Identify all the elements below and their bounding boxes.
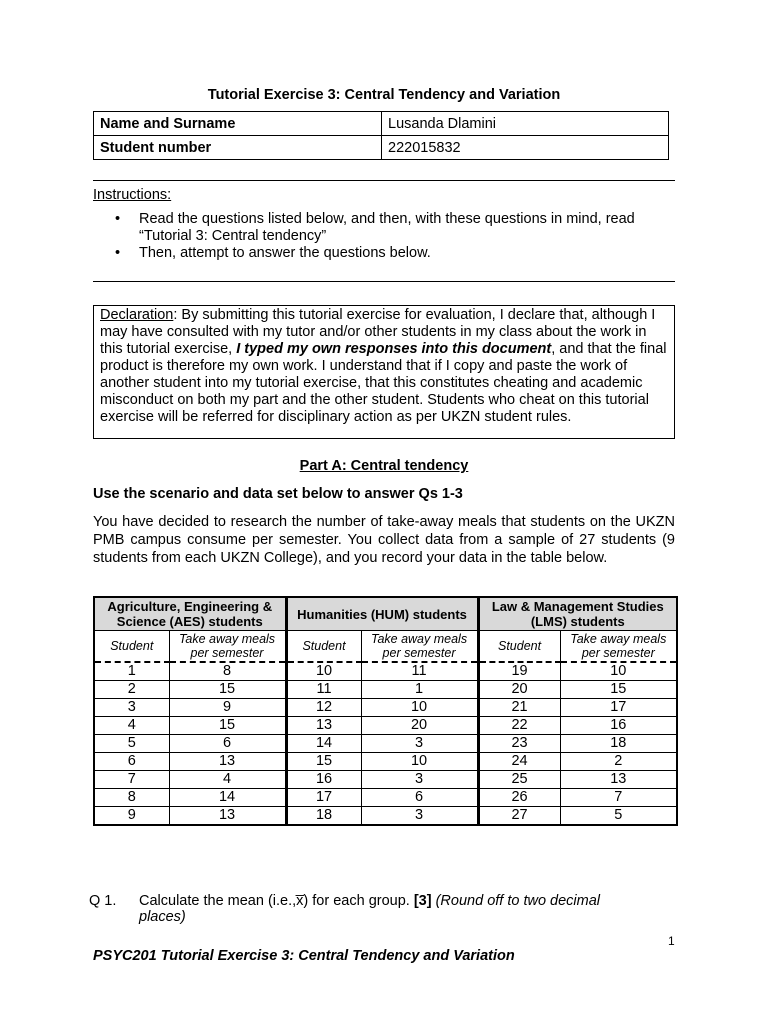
student-cell: 22: [478, 717, 560, 735]
student-cell: 9: [94, 807, 169, 826]
meals-cell: 13: [169, 807, 286, 826]
bullet-icon: •: [115, 245, 121, 261]
name-label: Name and Surname: [94, 112, 382, 136]
meals-cell: 17: [560, 699, 677, 717]
declaration-label: Declaration: [100, 307, 174, 323]
question-marks: [3]: [413, 893, 432, 909]
meals-cell: 9: [169, 699, 286, 717]
group-header-lms: Law & Management Studies (LMS) students: [478, 597, 677, 631]
instruction-text: Read the questions listed below, and then, with these questions in mind, read “Tutorial 3: Central tendency”: [139, 211, 635, 244]
meals-cell: 7: [560, 789, 677, 807]
student-cell: 21: [478, 699, 560, 717]
student-cell: 18: [286, 807, 361, 826]
question-number: Q 1.: [89, 893, 117, 909]
meals-cell: 15: [560, 681, 677, 699]
part-a-heading: Part A: Central tendency: [299, 458, 469, 474]
meals-cell: 20: [361, 717, 478, 735]
meals-cell: 6: [361, 789, 478, 807]
student-cell: 5: [94, 735, 169, 753]
student-cell: 20: [478, 681, 560, 699]
table-row: [94, 662, 677, 681]
meals-cell: 5: [560, 807, 677, 826]
student-cell: 6: [94, 753, 169, 771]
col-header-meals: Take away meals per semester: [560, 631, 677, 663]
declaration-emphasis: I typed my own responses into this document: [236, 341, 552, 357]
take-away-meals-table: [93, 596, 678, 826]
table-row: [94, 789, 677, 807]
student-number-row: [94, 136, 669, 160]
group-header-row: [94, 597, 677, 631]
student-cell: 14: [286, 735, 361, 753]
meals-cell: 10: [361, 699, 478, 717]
meals-cell: 11: [361, 662, 478, 681]
declaration-text-before: : By submitting this tutorial exercise for evaluation, I declare that, although I may have consulted with my tutor and/or other students in my class about the work in this tutorial exercise,: [100, 307, 656, 357]
instruction-text: Then, attempt to answer the questions below.: [139, 245, 431, 261]
student-cell: 13: [286, 717, 361, 735]
student-cell: 27: [478, 807, 560, 826]
meals-cell: 14: [169, 789, 286, 807]
student-cell: 7: [94, 771, 169, 789]
column-header-row: [94, 631, 677, 663]
table-row: [94, 753, 677, 771]
meals-cell: 6: [169, 735, 286, 753]
student-cell: 4: [94, 717, 169, 735]
student-cell: 19: [478, 662, 560, 681]
meals-cell: 13: [169, 753, 286, 771]
divider-top: [93, 180, 675, 181]
student-cell: 3: [94, 699, 169, 717]
meals-cell: 3: [361, 735, 478, 753]
instruction-item: [93, 245, 675, 262]
meals-cell: 10: [361, 753, 478, 771]
student-cell: 16: [286, 771, 361, 789]
student-cell: 17: [286, 789, 361, 807]
col-header-student: Student: [94, 631, 169, 663]
student-number-label: Student number: [94, 136, 382, 160]
meals-cell: 18: [560, 735, 677, 753]
declaration-box: [93, 305, 675, 439]
name-row: [94, 112, 669, 136]
group-header-aes: Agriculture, Engineering & Science (AES) students: [94, 597, 286, 631]
table-row: [94, 717, 677, 735]
student-cell: 11: [286, 681, 361, 699]
table-body: [94, 662, 677, 825]
table-row: [94, 681, 677, 699]
meals-cell: 2: [560, 753, 677, 771]
student-number-value: 222015832: [382, 136, 669, 160]
student-cell: 2: [94, 681, 169, 699]
bullet-icon: •: [115, 211, 121, 227]
meals-cell: 4: [169, 771, 286, 789]
table-row: [94, 807, 677, 826]
declaration-text-after: , and that the final product is therefore my own work. I understand that if I copy and paste the work of another student into my tutorial exercise, that this constitutes cheating and academic misconduct on both my part and the other student. Students who cheat on this tutorial exercise will be referred for disciplinary action as per UKZN student rules.: [100, 341, 667, 425]
scenario-paragraph: You have decided to research the number of take-away meals that students on the UKZN PMB campus consume per semester. You collect data from a sample of 27 students (9 students from each UKZN College), and you record your data in the table below.: [93, 514, 675, 566]
col-header-meals: Take away meals per semester: [361, 631, 478, 663]
student-info-table: [93, 111, 669, 160]
student-cell: 25: [478, 771, 560, 789]
page-footer: PSYC201 Tutorial Exercise 3: Central Tendency and Variation: [93, 948, 515, 964]
student-cell: 1: [94, 662, 169, 681]
student-cell: 24: [478, 753, 560, 771]
table-row: [94, 771, 677, 789]
col-header-student: Student: [286, 631, 361, 663]
use-scenario-instruction: Use the scenario and data set below to answer Qs 1-3: [93, 486, 463, 502]
student-cell: 10: [286, 662, 361, 681]
student-cell: 26: [478, 789, 560, 807]
meals-cell: 3: [361, 807, 478, 826]
table-row: [94, 735, 677, 753]
meals-cell: 16: [560, 717, 677, 735]
student-cell: 15: [286, 753, 361, 771]
instructions-heading: Instructions:: [93, 187, 172, 203]
name-value: Lusanda Dlamini: [382, 112, 669, 136]
question-note: (Round off to two decimal places): [139, 893, 601, 925]
table-row: [94, 699, 677, 717]
student-cell: 12: [286, 699, 361, 717]
meals-cell: 15: [169, 717, 286, 735]
col-header-meals: Take away meals per semester: [169, 631, 286, 663]
student-cell: 23: [478, 735, 560, 753]
instructions-list: [93, 211, 675, 262]
meals-cell: 15: [169, 681, 286, 699]
meals-cell: 3: [361, 771, 478, 789]
group-header-hum: Humanities (HUM) students: [286, 597, 478, 631]
col-header-student: Student: [478, 631, 560, 663]
student-cell: 8: [94, 789, 169, 807]
page-title: Tutorial Exercise 3: Central Tendency and Variation: [207, 87, 561, 103]
meals-cell: 10: [560, 662, 677, 681]
meals-cell: 8: [169, 662, 286, 681]
page-number: 1: [668, 934, 675, 948]
instruction-item: [93, 211, 675, 245]
meals-cell: 13: [560, 771, 677, 789]
meals-cell: 1: [361, 681, 478, 699]
question-body: Calculate the mean (i.e.,x̅) for each group.: [139, 893, 414, 909]
question-text: [139, 893, 649, 925]
divider-bottom: [93, 281, 675, 282]
